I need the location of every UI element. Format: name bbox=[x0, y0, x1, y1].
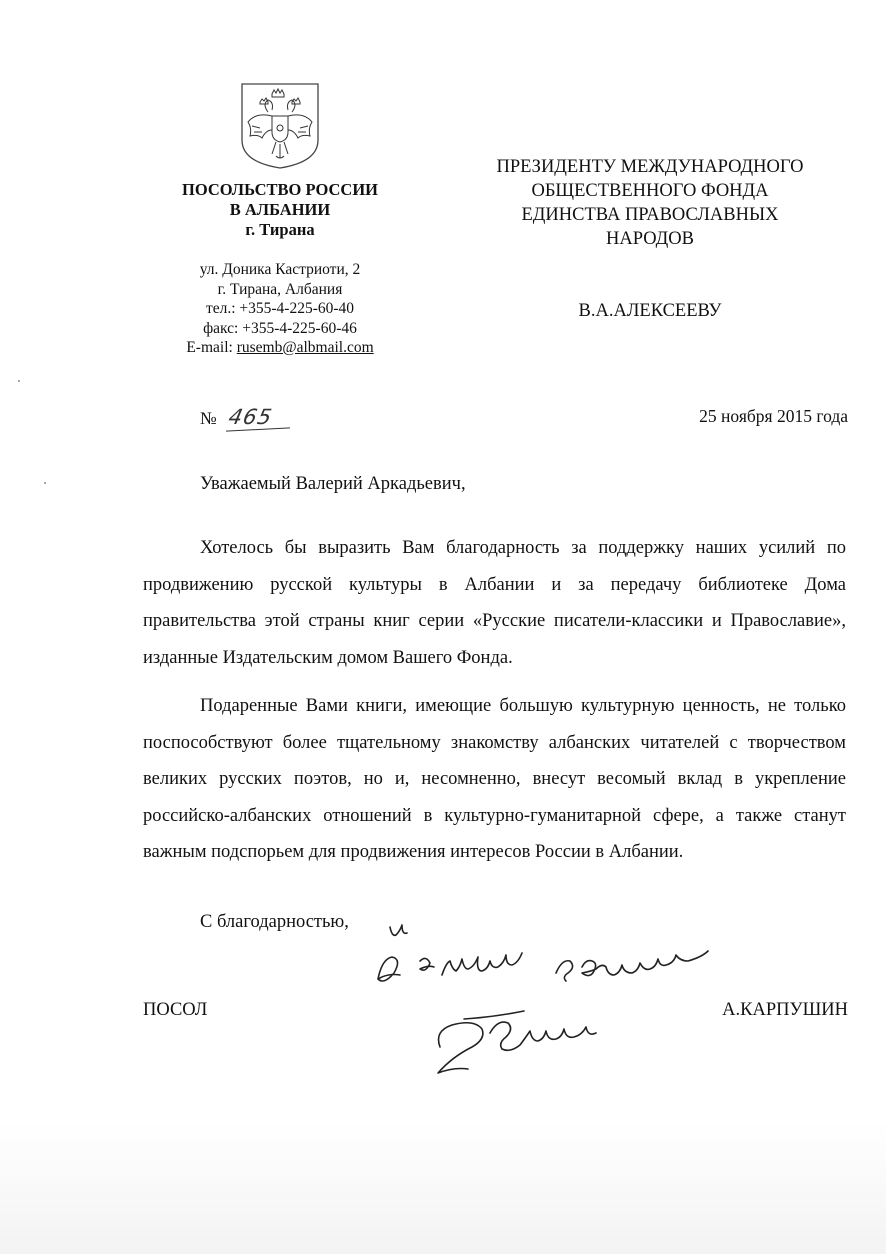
scan-shadow bbox=[0, 1120, 886, 1254]
email-link[interactable]: rusemb@albmail.com bbox=[236, 339, 374, 356]
salutation: Уважаемый Валерий Аркадьевич, bbox=[200, 474, 466, 494]
sender-block bbox=[150, 180, 410, 358]
sender-org-line1: ПОСОЛЬСТВО РОССИИ bbox=[182, 180, 378, 199]
recipient-name: В.А.АЛЕКСЕЕВУ bbox=[578, 301, 722, 321]
closing: С благодарностью, bbox=[200, 912, 349, 932]
letter-date: 25 ноября 2015 года bbox=[699, 406, 848, 426]
address-street: ул. Доника Кастриоти, 2 bbox=[199, 261, 361, 278]
coat-of-arms-icon bbox=[238, 82, 322, 170]
sender-org-line2: В АЛБАНИИ bbox=[229, 200, 331, 219]
recipient-line2: ОБЩЕСТВЕННОГО ФОНДА bbox=[531, 181, 769, 201]
recipient-line4: НАРОДОВ bbox=[606, 229, 694, 249]
recipient-block bbox=[455, 155, 845, 323]
signer-position: ПОСОЛ bbox=[143, 1000, 208, 1020]
letter-body bbox=[143, 530, 846, 883]
email-label: E-mail: bbox=[186, 339, 237, 356]
paragraph-2: Подаренные Вами книги, имеющие большую культурную ценность, не только поспособствуют более тщательному знакомству албанских читателей с творчеством великих русских поэтов, но и, несомненно, внесут весомый вклад в укрепление российско-албанских отношений в культурно-гуманитарной сфере, а также станут важным подспорьем для продвижения интересов России в Албании. bbox=[143, 696, 846, 862]
paragraph-1: Хотелось бы выразить Вам благодарность за поддержку наших усилий по продвижению русской культуры в Албании и за передачу библиотеке Дома правительства этой страны книг серии «Русские писатели-классики и Православие», изданные Издательским домом Вашего Фонда. bbox=[143, 538, 846, 668]
reference-number bbox=[200, 405, 275, 429]
sender-address bbox=[150, 260, 410, 358]
number-label: № bbox=[200, 408, 217, 428]
signer-name: А.КАРПУШИН bbox=[722, 1000, 848, 1020]
fax-number: факс: +355-4-225-60-46 bbox=[203, 319, 357, 337]
recipient-line3: ЕДИНСТВА ПРАВОСЛАВНЫХ bbox=[521, 205, 779, 225]
recipient-line1: ПРЕЗИДЕНТУ МЕЖДУНАРОДНОГО bbox=[496, 157, 804, 177]
sender-city: г. Тирана bbox=[245, 220, 315, 239]
email-line bbox=[150, 338, 410, 358]
address-city: г. Тирана, Албания bbox=[217, 280, 343, 298]
phone-number: тел.: +355-4-225-60-40 bbox=[205, 300, 355, 317]
scan-speck bbox=[18, 380, 20, 382]
scan-speck bbox=[44, 482, 46, 484]
handwritten-number: 465 bbox=[226, 405, 275, 429]
